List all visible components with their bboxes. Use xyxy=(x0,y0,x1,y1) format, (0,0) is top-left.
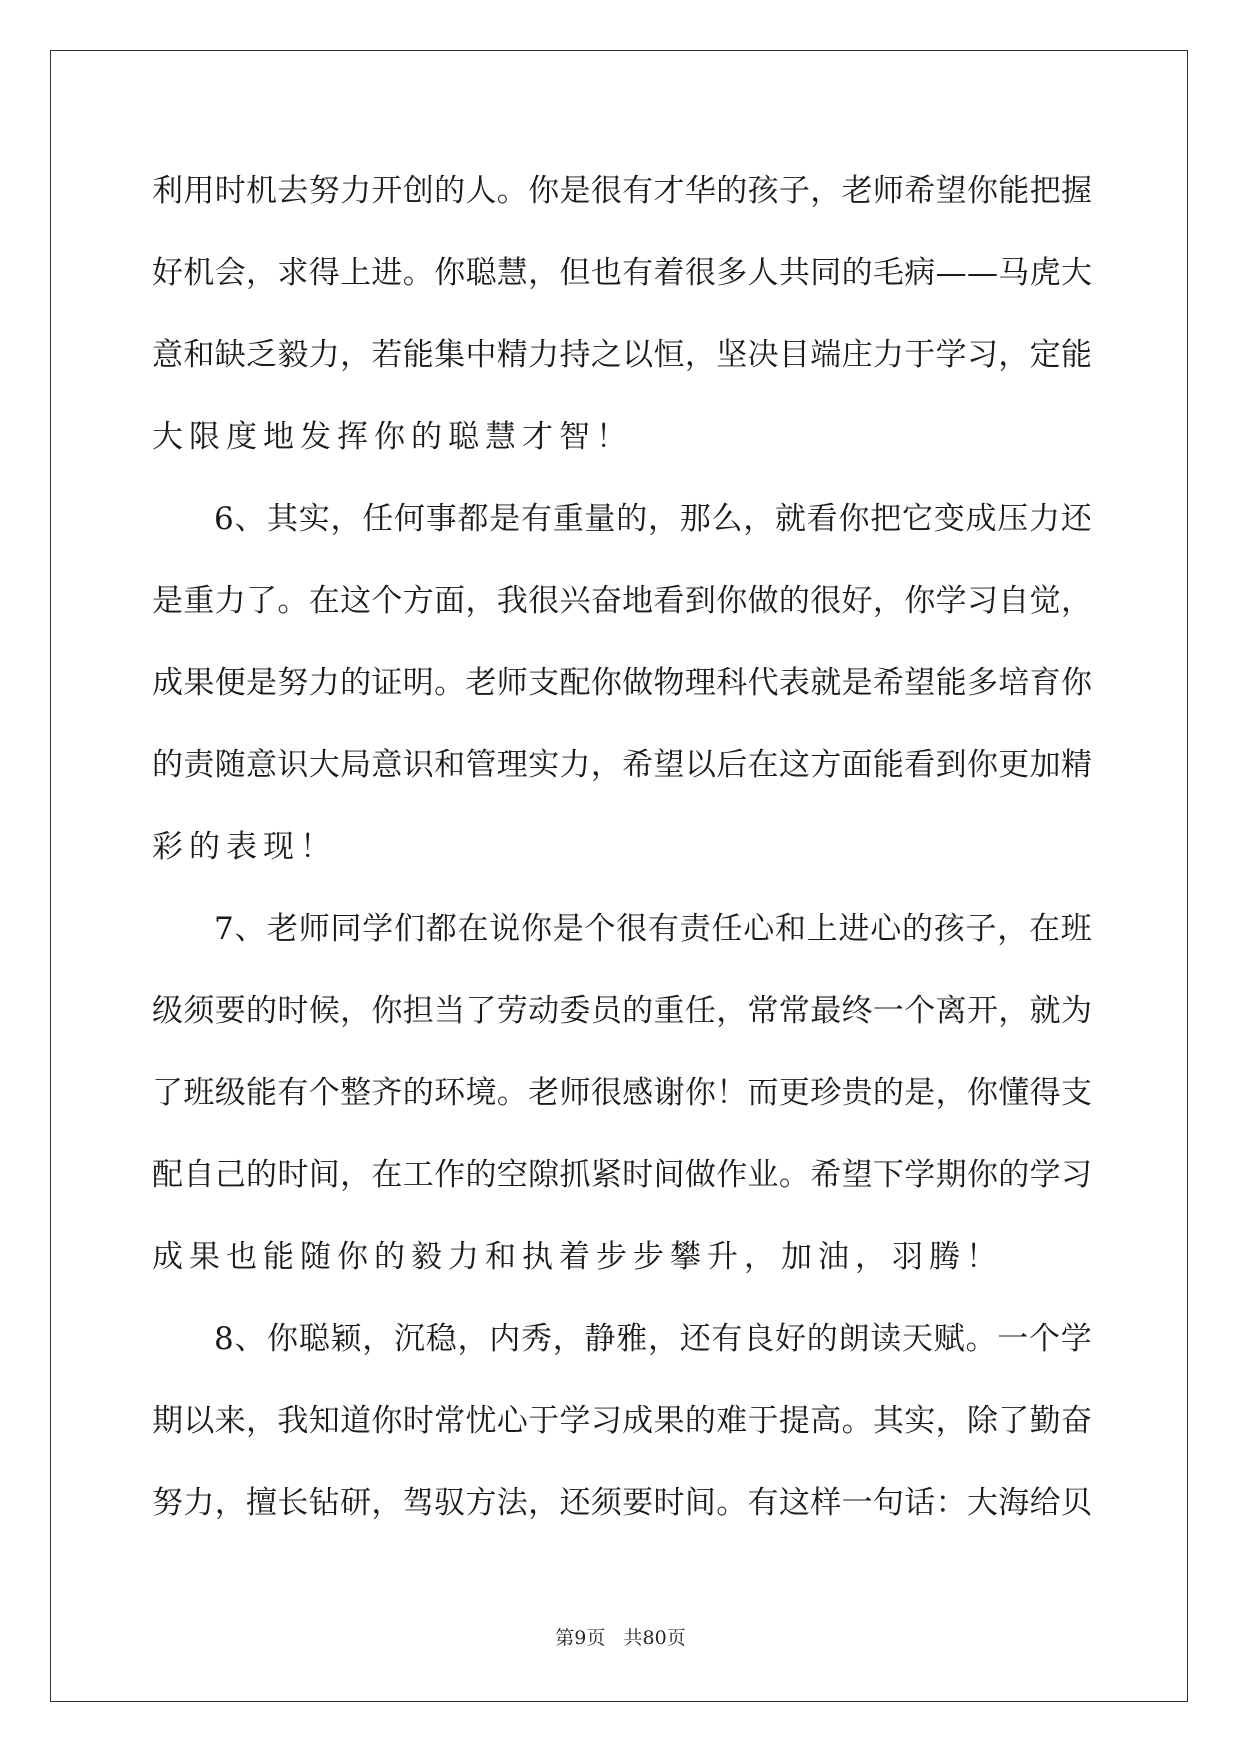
text-line: 好 机 会 ， 求 得 上 进 。 你 聪 慧 ， 但 也 有 着 很 多 人 共 同 的 毛 病 — — 马 虎 大 xyxy=(152,255,1092,291)
text-line: 利 用 时 机 去 努 力 开 创 的 人 。 你 是 很 有 才 华 的 孩 子 ， 老 师 希 望 你 能 把 握 xyxy=(152,173,1092,209)
text-line: 成 果 也 能 随 你 的 毅 力 和 执 着 步 步 攀 升 ， 加 油 ， 羽 腾 ！ xyxy=(152,1239,1003,1275)
document-body xyxy=(152,163,1092,1557)
text-line: 的 责 随 意 识 大 局 意 识 和 管 理 实 力 ， 希 望 以 后 在 这 方 面 能 看 到 你 更 加 精 xyxy=(152,747,1092,783)
text-line: 彩 的 表 现 ！ xyxy=(152,829,337,865)
text-line: 7 、 老 师 同 学 们 都 在 说 你 是 个 很 有 责 任 心 和 上 进 心 的 孩 子 ， 在 班 xyxy=(214,911,1092,947)
text-line: 了 班 级 能 有 个 整 齐 的 环 境 。 老 师 很 感 谢 你 ！ 而 更 珍 贵 的 是 ， 你 懂 得 支 xyxy=(152,1075,1092,1111)
text-line: 意 和 缺 乏 毅 力 ， 若 能 集 中 精 力 持 之 以 恒 ， 坚 决 目 端 庄 力 于 学 习 ， 定 能 xyxy=(152,337,1092,373)
page-footer xyxy=(0,1623,1241,1650)
text-line: 努 力 ， 擅 长 钻 研 ， 驾 驭 方 法 ， 还 须 要 时 间 。 有 这 样 一 句 话 ： 大 海 给 贝 xyxy=(152,1485,1092,1521)
text-line: 8 、 你 聪 颖 ， 沉 稳 ， 内 秀 ， 静 雅 ， 还 有 良 好 的 朗 读 天 赋 。 一 个 学 xyxy=(214,1321,1092,1357)
text-line: 配 自 己 的 时 间 ， 在 工 作 的 空 隙 抓 紧 时 间 做 作 业 。 希 望 下 学 期 你 的 学 习 xyxy=(152,1157,1092,1193)
text-line: 级 须 要 的 时 候 ， 你 担 当 了 劳 动 委 员 的 重 任 ， 常 常 最 终 一 个 离 开 ， 就 为 xyxy=(152,993,1092,1029)
text-line: 成 果 便 是 努 力 的 证 明 。 老 师 支 配 你 做 物 理 科 代 表 就 是 希 望 能 多 培 育 你 xyxy=(152,665,1092,701)
text-line: 是 重 力 了 。 在 这 个 方 面 ， 我 很 兴 奋 地 看 到 你 做 的 很 好 ， 你 学 习 自 觉 ， xyxy=(152,583,1092,619)
current-page-number: 第9页 xyxy=(555,1627,606,1649)
total-pages: 共80页 xyxy=(623,1627,686,1649)
text-line: 6 、 其 实 ， 任 何 事 都 是 有 重 量 的 ， 那 么 ， 就 看 你 把 它 变 成 压 力 还 xyxy=(214,501,1092,537)
text-line: 大 限 度 地 发 挥 你 的 聪 慧 才 智 ！ xyxy=(152,419,633,455)
text-line: 期 以 来 ， 我 知 道 你 时 常 忧 心 于 学 习 成 果 的 难 于 提 高 。 其 实 ， 除 了 勤 奋 xyxy=(152,1403,1092,1439)
